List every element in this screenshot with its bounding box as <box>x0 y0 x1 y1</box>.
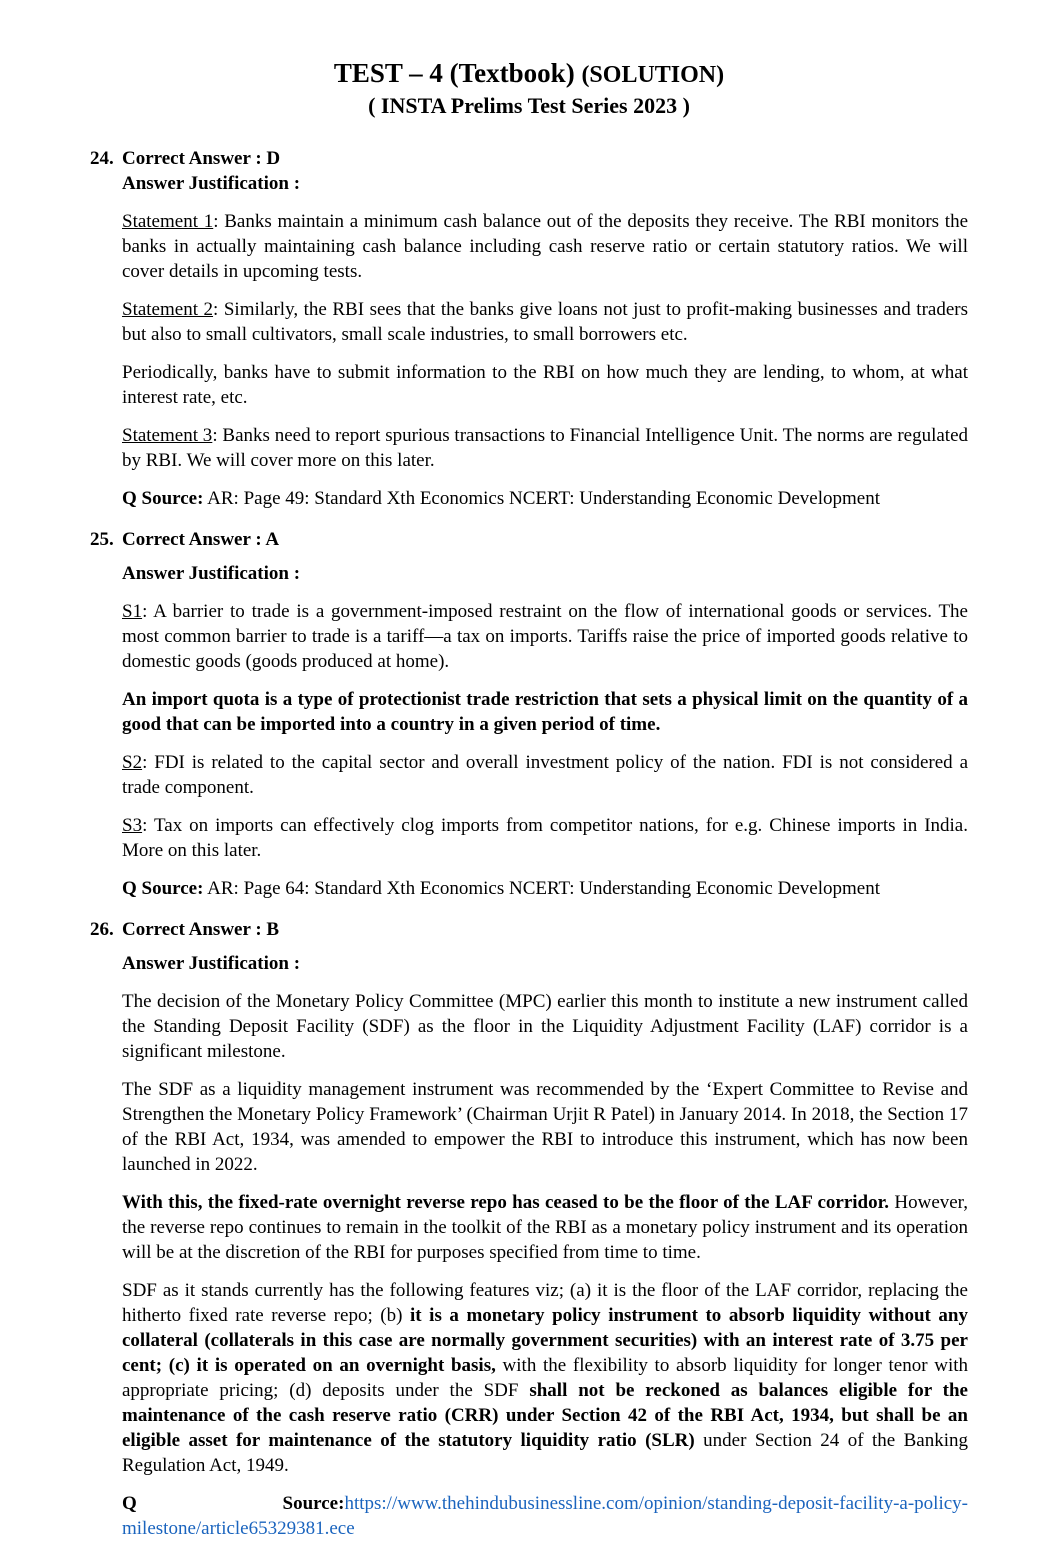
justification-paragraph <box>122 360 968 410</box>
justification-paragraph <box>122 813 968 863</box>
questions-list <box>90 146 968 1541</box>
underlined-text-run: S1 <box>122 601 143 622</box>
text-run: The SDF as a liquidity management instrument was recommended by the ‘Expert Committee to Revise and Strengthen the Monetary Policy Framework’ (Chairman Urjit R Patel) in January 2014. In 2018, the Section 17 of the RBI Act, 1934, was amended to empower the RBI to introduce this instrument, which has now been launched in 2022. <box>122 1079 968 1175</box>
text-run: However, the reverse repo continues to remain in the toolkit of the RBI as a monetary policy instrument and its operation will be at the discretion of the RBI for purposes specified from time to time. <box>122 1192 968 1263</box>
text-run: with the flexibility to absorb liquidity for longer tenor with appropriate pricing; (d) deposits under the SDF <box>122 1355 969 1401</box>
text-run: : Banks maintain a minimum cash balance out of the deposits they receive. The RBI monitors the banks in actually maintaining cash balance including cash reserve ratio or certain statutory ratios. We will cover details in upcoming tests. <box>122 211 968 282</box>
justification-paragraph <box>122 1190 968 1265</box>
underlined-text-run: Statement 2 <box>122 299 214 320</box>
question-number: 24. <box>90 148 114 169</box>
justification-paragraph <box>122 297 968 347</box>
text-run: The decision of the Monetary Policy Committee (MPC) earlier this month to institute a new instrument called the Standing Deposit Facility (SDF) as the floor in the Liquidity Adjustment Facility (LAF) corridor is a significant milestone. <box>122 991 968 1062</box>
underlined-text-run: S3 <box>122 815 143 836</box>
page-title-solution: (SOLUTION) <box>581 62 725 88</box>
justification-paragraph <box>122 876 968 901</box>
text-run: AR: Page 49: Standard Xth Economics NCERT: Understanding Economic Development <box>203 488 880 509</box>
page-title <box>90 58 968 91</box>
page-title-main: TEST – 4 (Textbook) <box>333 58 575 88</box>
justification-paragraph <box>122 1278 968 1478</box>
justification-paragraph <box>122 989 968 1064</box>
underlined-text-run: Statement 1 <box>122 211 214 232</box>
justification-paragraph <box>122 1077 968 1177</box>
question-number: 26. <box>90 919 114 940</box>
justification-paragraph <box>122 599 968 674</box>
bold-text-run: Q Source: <box>122 488 204 509</box>
underlined-text-run: Statement 3 <box>122 425 213 446</box>
correct-answer-label: Correct Answer : A <box>122 529 280 550</box>
correct-answer-label: Correct Answer : D <box>122 148 281 169</box>
justification-paragraph <box>122 486 968 511</box>
question-body <box>122 146 968 511</box>
question-number: 25. <box>90 529 114 550</box>
justification-paragraph <box>122 423 968 473</box>
bold-text-run: it is a monetary policy instrument to absorb liquidity without any collateral (collaterals in this case are normally government securities) with an interest rate of 3.75 per cent; (c) it is operated on an overnight basis, <box>122 1305 968 1376</box>
question-item-25 <box>90 527 968 901</box>
underlined-text-run: S2 <box>122 752 143 773</box>
question-body <box>122 917 968 1541</box>
bold-text-run: With this, the fixed-rate overnight reverse repo has ceased to be the floor of the LAF corridor. <box>122 1192 890 1213</box>
text-run: AR: Page 64: Standard Xth Economics NCERT: Understanding Economic Development <box>203 878 880 899</box>
bold-text-run: An import quota is a type of protectionist trade restriction that sets a physical limit on the quantity of a good that can be imported into a country in a given period of time. <box>122 689 968 735</box>
justification-paragraph <box>122 750 968 800</box>
answer-justification-label: Answer Justification : <box>122 173 301 194</box>
text-run: : A barrier to trade is a government-imposed restraint on the flow of international goods or services. The most common barrier to trade is a tariff—a tax on imports. Tariffs raise the price of imported goods relative to domestic goods (goods produced at home). <box>122 601 968 672</box>
text-run: Periodically, banks have to submit information to the RBI on how much they are lending, to whom, at what interest rate, etc. <box>122 362 968 408</box>
answer-justification-label: Answer Justification : <box>122 563 301 584</box>
page-subtitle: ( INSTA Prelims Test Series 2023 ) <box>368 93 690 118</box>
bold-text-run: Q Source: <box>122 1493 345 1514</box>
text-run: : Tax on imports can effectively clog imports from competitor nations, for e.g. Chinese imports in India. More on this later. <box>122 815 968 861</box>
text-run: : Banks need to report spurious transactions to Financial Intelligence Unit. The norms are regulated by RBI. We will cover more on this later. <box>122 425 968 471</box>
source-link[interactable]: https://www.thehindubusinessline.com/opinion/standing-deposit-facility-a-policy-milestone/article65329381.ece <box>122 1493 968 1539</box>
justification-paragraph <box>122 687 968 737</box>
question-item-26 <box>90 917 968 1541</box>
text-run: SDF as it stands currently has the following features viz; (a) it is the floor of the LAF corridor, replacing the hitherto fixed rate reverse repo; (b) <box>122 1280 968 1326</box>
justification-paragraph <box>122 209 968 284</box>
text-run: : Similarly, the RBI sees that the banks give loans not just to profit-making businesses and traders but also to small cultivators, small scale industries, to small borrowers etc. <box>122 299 968 345</box>
text-run: under Section 24 of the Banking Regulation Act, 1949. <box>122 1430 968 1476</box>
question-body <box>122 527 968 901</box>
text-run: : FDI is related to the capital sector and overall investment policy of the nation. FDI is not considered a trade component. <box>122 752 968 798</box>
answer-justification-label: Answer Justification : <box>122 953 301 974</box>
justification-paragraph <box>122 1491 968 1541</box>
bold-text-run: Q Source: <box>122 878 204 899</box>
document-header <box>90 58 968 119</box>
question-item-24 <box>90 146 968 511</box>
correct-answer-label: Correct Answer : B <box>122 919 280 940</box>
bold-text-run: shall not be reckoned as balances eligible for the maintenance of the cash reserve ratio (CRR) under Section 42 of the RBI Act, 1934, but shall be an eligible asset for maintenance of the statutory liquidity ratio (SLR) <box>122 1380 968 1451</box>
